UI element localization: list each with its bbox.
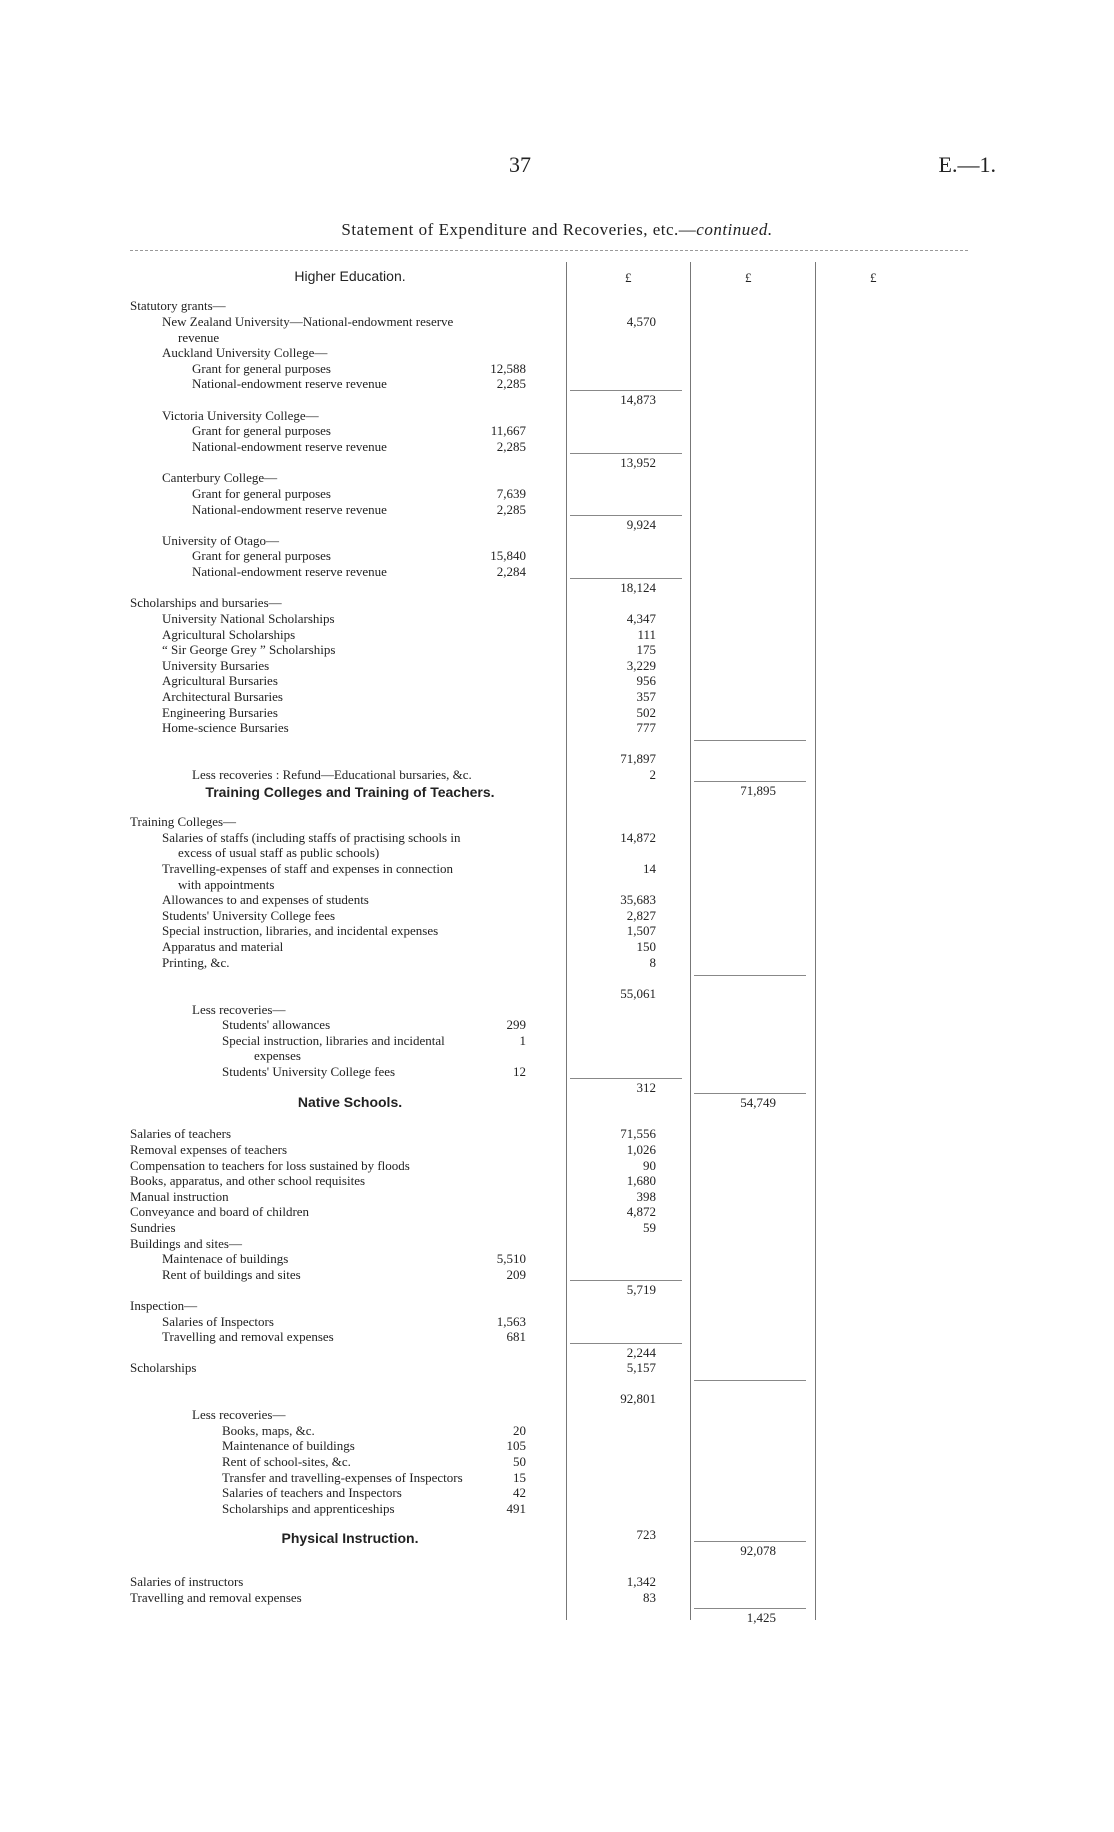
amount-c3: 71,895 — [740, 783, 776, 798]
row-label: Maintenace of buildings — [162, 1251, 289, 1266]
row-label: Rent of school-sites, &c. — [222, 1454, 351, 1469]
table-row — [130, 548, 978, 564]
subtotal-rule — [694, 1380, 806, 1381]
currency-header-1: £ — [625, 270, 632, 285]
amount-c1: 105 — [506, 1438, 526, 1453]
row-label: Students' allowances — [222, 1017, 331, 1032]
amount-c2: 5,719 — [626, 1282, 656, 1297]
table-row — [130, 1126, 978, 1142]
subtotal-rule — [694, 740, 806, 741]
row-label: University Bursaries — [162, 658, 270, 673]
table-row — [130, 1407, 978, 1423]
amount-c2: 14,872 — [620, 830, 656, 845]
amount-c2: 777 — [636, 720, 656, 735]
amount-c2: 9,924 — [626, 517, 656, 532]
document-reference: E.—1. — [938, 152, 996, 177]
amount-c2: 3,229 — [626, 658, 656, 673]
row-label: Agricultural Scholarships — [162, 627, 296, 642]
row-label: Scholarships and apprenticeships — [222, 1501, 395, 1516]
amount-c1: 42 — [513, 1485, 526, 1500]
amount-c1: 12 — [513, 1064, 526, 1079]
row-label: Less recoveries— — [192, 1002, 286, 1017]
row-label: National-endowment reserve revenue — [192, 376, 387, 391]
table-row — [130, 470, 978, 486]
table-row — [130, 392, 978, 408]
row-label: Inspection— — [130, 1298, 198, 1313]
row-label: Salaries of instructors — [130, 1574, 244, 1589]
row-label: Auckland University College— — [162, 345, 328, 360]
row-label: Grant for general purposes — [192, 361, 331, 376]
amount-c2: 4,570 — [626, 314, 656, 329]
table-row — [130, 861, 978, 877]
amount-c1: 7,639 — [496, 486, 526, 501]
table-row — [130, 892, 978, 908]
table-row — [130, 564, 978, 580]
table-row — [130, 423, 978, 439]
amount-c2: 723 — [636, 1527, 656, 1542]
table-row — [130, 955, 978, 971]
amount-c1: 681 — [506, 1329, 526, 1344]
table-row — [130, 408, 978, 424]
amount-c1: 1,563 — [496, 1314, 526, 1329]
table-row — [130, 1423, 978, 1439]
amount-c2: 13,952 — [620, 455, 656, 470]
amount-c1: 209 — [506, 1267, 526, 1282]
amount-c2: 1,342 — [626, 1574, 656, 1589]
subtotal-rule — [694, 1608, 806, 1609]
table-row — [130, 720, 978, 736]
table-row — [130, 330, 978, 346]
amount-c2: 398 — [636, 1189, 656, 1204]
amount-c3: 54,749 — [740, 1095, 776, 1110]
amount-c2: 312 — [636, 1080, 656, 1095]
row-label: New Zealand University—National-endowment reserve — [162, 314, 454, 329]
row-label: Salaries of teachers and Inspectors — [222, 1485, 402, 1500]
row-label: Victoria University College— — [162, 408, 319, 423]
amount-c1: 1 — [519, 1033, 526, 1048]
row-label: Travelling and removal expenses — [162, 1329, 334, 1344]
amount-c1: 50 — [513, 1454, 526, 1469]
table-row — [130, 1391, 978, 1407]
amount-c1: 2,284 — [496, 564, 526, 579]
amount-c2: 2,827 — [626, 908, 656, 923]
amount-c2: 71,556 — [620, 1126, 656, 1141]
row-label: Less recoveries : Refund—Educational bursaries, &c. — [192, 767, 472, 782]
page-title — [0, 220, 1114, 240]
amount-c1: 15 — [513, 1470, 526, 1485]
row-label: Special instruction, libraries and incidental — [222, 1033, 445, 1048]
row-label: University of Otago— — [162, 533, 279, 548]
table-row — [130, 1527, 978, 1543]
amount-c1: 491 — [506, 1501, 526, 1516]
table-row — [130, 1251, 978, 1267]
section-heading-training-colleges: Training Colleges and Training of Teachers. — [205, 784, 495, 800]
table-row — [130, 1142, 978, 1158]
table-row — [130, 345, 978, 361]
amount-c2: 2,244 — [626, 1345, 656, 1360]
amount-c2: 4,872 — [626, 1204, 656, 1219]
amount-c2: 175 — [636, 642, 656, 657]
amount-c1: 5,510 — [496, 1251, 526, 1266]
table-row — [130, 502, 978, 518]
row-label: “ Sir George Grey ” Scholarships — [162, 642, 336, 657]
table-row — [130, 1590, 978, 1606]
amount-c2: 4,347 — [626, 611, 656, 626]
title-continued: continued. — [696, 220, 773, 239]
table-row — [130, 486, 978, 502]
table-row — [130, 1485, 978, 1501]
table-row — [130, 689, 978, 705]
table-row — [130, 939, 978, 955]
table-row — [130, 533, 978, 549]
row-label: Books, apparatus, and other school requisites — [130, 1173, 366, 1188]
amount-c2: 8 — [649, 955, 656, 970]
table-row — [130, 1064, 978, 1080]
row-label: revenue — [178, 330, 220, 345]
table-row — [130, 830, 978, 846]
table-row — [130, 1048, 978, 1064]
table-row — [130, 1298, 978, 1314]
row-label: Grant for general purposes — [192, 486, 331, 501]
table-row — [130, 658, 978, 674]
amount-c2: 14 — [643, 861, 656, 876]
row-label: Salaries of Inspectors — [162, 1314, 274, 1329]
table-row — [130, 751, 978, 767]
table-row — [130, 1204, 978, 1220]
row-label: Scholarships and bursaries— — [130, 595, 282, 610]
row-label: Rent of buildings and sites — [162, 1267, 301, 1282]
amount-c2: 956 — [636, 673, 656, 688]
page-number: 37 — [509, 152, 531, 177]
table-row — [130, 1002, 978, 1018]
amount-c2: 1,507 — [626, 923, 656, 938]
row-label: National-endowment reserve revenue — [192, 564, 387, 579]
row-label: Agricultural Bursaries — [162, 673, 278, 688]
row-label: Manual instruction — [130, 1189, 229, 1204]
row-label: Engineering Bursaries — [162, 705, 278, 720]
row-label: Maintenance of buildings — [222, 1438, 355, 1453]
row-label: expenses — [254, 1048, 301, 1063]
table-row — [130, 298, 978, 314]
table-row — [130, 455, 978, 471]
table-row — [130, 1329, 978, 1345]
table-row — [130, 814, 978, 830]
row-label: Architectural Bursaries — [162, 689, 283, 704]
row-label: Allowances to and expenses of students — [162, 892, 369, 907]
row-label: Sundries — [130, 1220, 176, 1235]
table-row — [130, 361, 978, 377]
row-label: Less recoveries— — [192, 1407, 286, 1422]
amount-c2: 5,157 — [626, 1360, 656, 1375]
row-label: National-endowment reserve revenue — [192, 439, 387, 454]
row-label: Salaries of teachers — [130, 1126, 232, 1141]
amount-c2: 92,801 — [620, 1391, 656, 1406]
amount-c2: 111 — [637, 627, 656, 642]
amount-c2: 18,124 — [620, 580, 656, 595]
table-row — [130, 923, 978, 939]
table-row — [130, 1173, 978, 1189]
table-row — [130, 1095, 978, 1111]
amount-c1: 11,667 — [490, 423, 526, 438]
table-row — [130, 1345, 978, 1361]
table-row — [130, 1438, 978, 1454]
row-label: University National Scholarships — [162, 611, 335, 626]
table-row — [130, 1360, 978, 1376]
row-label: Travelling and removal expenses — [130, 1590, 302, 1605]
table-row — [130, 314, 978, 330]
amount-c1: 299 — [506, 1017, 526, 1032]
table-row — [130, 845, 978, 861]
table-row — [130, 376, 978, 392]
row-label: Grant for general purposes — [192, 548, 331, 563]
row-label: Students' University College fees — [222, 1064, 396, 1079]
amount-c1: 2,285 — [496, 376, 526, 391]
amount-c2: 150 — [636, 939, 656, 954]
row-label: Apparatus and material — [162, 939, 284, 954]
amount-c2: 357 — [636, 689, 656, 704]
table-row — [130, 1220, 978, 1236]
row-label: Printing, &c. — [162, 955, 230, 970]
table-row — [130, 1267, 978, 1283]
amount-c2: 1,680 — [626, 1173, 656, 1188]
table-row — [130, 1080, 978, 1096]
table-row — [130, 986, 978, 1002]
table-row — [130, 1158, 978, 1174]
table-row — [130, 1314, 978, 1330]
row-label: Scholarships — [130, 1360, 197, 1375]
table-row — [130, 1017, 978, 1033]
amount-c1: 2,285 — [496, 502, 526, 517]
table-row — [130, 1543, 978, 1559]
row-label: Salaries of staffs (including staffs of practising schools in — [162, 830, 461, 845]
row-label: Statutory grants— — [130, 298, 226, 313]
row-label: Buildings and sites— — [130, 1236, 242, 1251]
table-row — [130, 517, 978, 533]
row-label: National-endowment reserve revenue — [192, 502, 387, 517]
row-label: Training Colleges— — [130, 814, 237, 829]
table-row — [130, 1501, 978, 1517]
amount-c1: 12,588 — [490, 361, 526, 376]
table-row — [130, 1470, 978, 1486]
amount-c2: 83 — [643, 1590, 656, 1605]
amount-c1: 15,840 — [490, 548, 526, 563]
table-row — [130, 705, 978, 721]
section-heading-native-schools: Native Schools. — [297, 1094, 403, 1110]
row-label: Conveyance and board of children — [130, 1204, 310, 1219]
table-row — [130, 783, 978, 799]
subtotal-rule — [694, 975, 806, 976]
row-label: Books, maps, &c. — [222, 1423, 315, 1438]
table-row — [130, 1189, 978, 1205]
table-row — [130, 1033, 978, 1049]
amount-c3: 1,425 — [746, 1610, 776, 1625]
amount-c2: 1,026 — [626, 1142, 656, 1157]
table-row — [130, 595, 978, 611]
table-row — [130, 1236, 978, 1252]
row-label: Canterbury College— — [162, 470, 278, 485]
row-label: Students' University College fees — [162, 908, 336, 923]
row-label: excess of usual staff as public schools) — [178, 845, 380, 860]
amount-c1: 20 — [513, 1423, 526, 1438]
row-label: Removal expenses of teachers — [130, 1142, 288, 1157]
amount-c1: 2,285 — [496, 439, 526, 454]
amount-c2: 14,873 — [620, 392, 656, 407]
amount-c2: 71,897 — [620, 751, 656, 766]
amount-c2: 55,061 — [620, 986, 656, 1001]
table-row — [130, 1282, 978, 1298]
table-row — [130, 1610, 978, 1626]
section-heading-physical-instruction: Physical Instruction. — [281, 1530, 419, 1546]
table-row — [130, 611, 978, 627]
title-main: Statement of Expenditure and Recoveries, etc.— — [341, 220, 697, 239]
row-label: Compensation to teachers for loss sustained by floods — [130, 1158, 410, 1173]
table-row — [130, 580, 978, 596]
title-rule — [130, 250, 968, 251]
table-row — [130, 642, 978, 658]
table-row — [130, 877, 978, 893]
amount-c2: 90 — [643, 1158, 656, 1173]
row-label: Travelling-expenses of staff and expenses in connection — [162, 861, 453, 876]
amount-c2: 502 — [636, 705, 656, 720]
currency-header-3: £ — [870, 270, 877, 285]
row-label: Special instruction, libraries, and incidental expenses — [162, 923, 439, 938]
amount-c2: 2 — [649, 767, 656, 782]
table-row — [130, 1574, 978, 1590]
table-row — [130, 1454, 978, 1470]
table-row — [130, 439, 978, 455]
row-label: with appointments — [178, 877, 275, 892]
currency-header-2: £ — [745, 270, 752, 285]
amount-c2: 59 — [643, 1220, 656, 1235]
table-row — [130, 767, 978, 783]
table-row — [130, 627, 978, 643]
row-label: Transfer and travelling-expenses of Inspectors — [222, 1470, 463, 1485]
amount-c2: 35,683 — [620, 892, 656, 907]
amount-c3: 92,078 — [740, 1543, 776, 1558]
row-label: Home-science Bursaries — [162, 720, 289, 735]
row-label: Grant for general purposes — [192, 423, 331, 438]
table-row — [130, 908, 978, 924]
table-row — [130, 673, 978, 689]
section-heading-higher-education: Higher Education. — [294, 268, 406, 284]
